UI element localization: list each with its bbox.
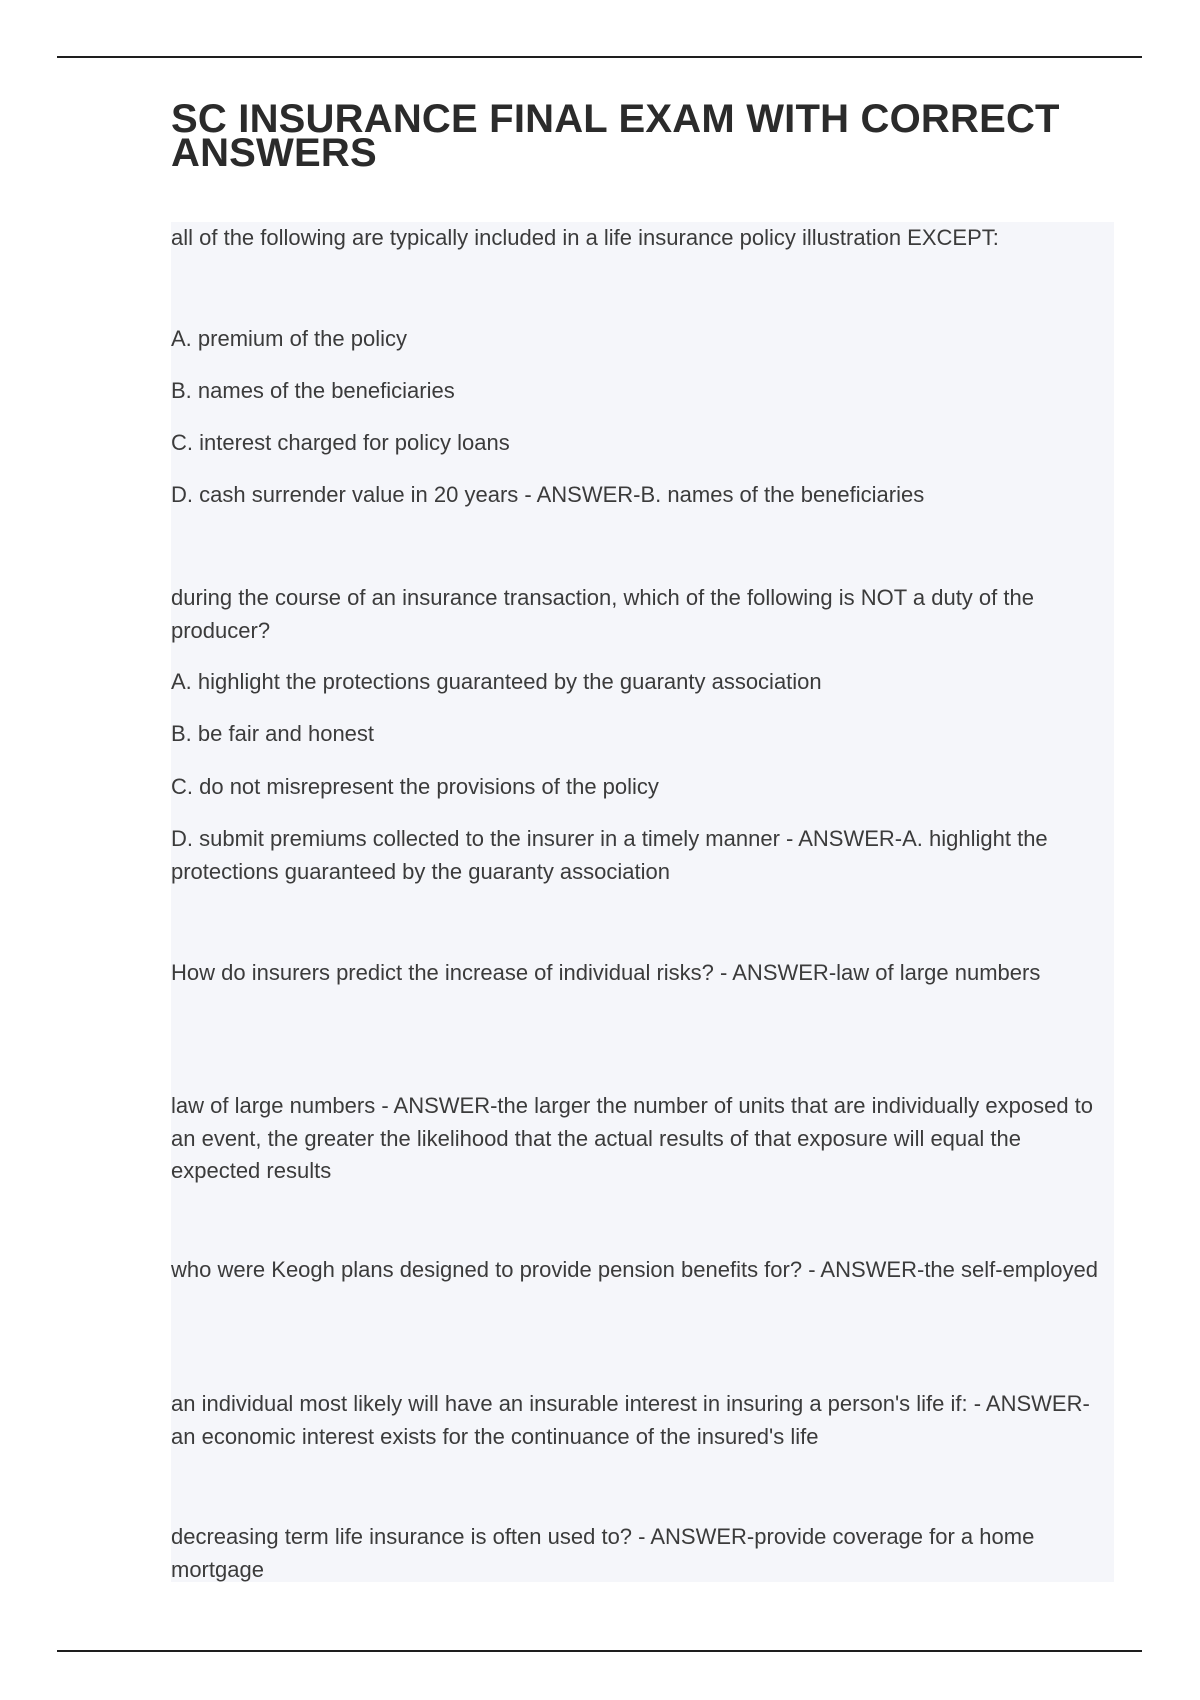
question-answer: law of large numbers - ANSWER-the larger the number of units that are individually exposed to an event, the greater the likelihood that the actual results of that exposure will equal the expected results: [171, 1093, 1094, 1183]
answer-option: B. names of the beneficiaries: [171, 378, 455, 403]
answer-option: B. be fair and honest: [171, 721, 375, 746]
answer-option: A. highlight the protections guaranteed by the guaranty association: [171, 669, 822, 694]
document-title: SC INSURANCE FINAL EXAM WITH CORRECT ANSWERS: [171, 97, 1060, 175]
bottom-rule: [57, 1650, 1142, 1652]
answer-option: D. submit premiums collected to the insurer in a timely manner - ANSWER-A. highlight the protections guaranteed by the guaranty association: [171, 826, 1048, 884]
answer-option: A. premium of the policy: [171, 326, 407, 351]
question-answer: who were Keogh plans designed to provide pension benefits for? - ANSWER-the self-employed: [171, 1257, 1098, 1282]
question-stem: all of the following are typically included in a life insurance policy illustration EXCEPT:: [171, 225, 999, 250]
answer-option: C. interest charged for policy loans: [171, 430, 510, 455]
question-stem: during the course of an insurance transaction, which of the following is NOT a duty of the producer?: [171, 585, 1034, 643]
answer-option: D. cash surrender value in 20 years - ANSWER-B. names of the beneficiaries: [171, 482, 925, 507]
answer-option: C. do not misrepresent the provisions of the policy: [171, 774, 659, 799]
question-answer: decreasing term life insurance is often used to? - ANSWER-provide coverage for a home mortgage: [171, 1524, 1035, 1582]
top-rule: [57, 56, 1142, 58]
question-answer: How do insurers predict the increase of individual risks? - ANSWER-law of large numbers: [171, 960, 1041, 985]
qa-content: [171, 222, 1114, 1582]
question-answer: an individual most likely will have an insurable interest in insuring a person's life if: - ANSWER-an economic interest exists for the continuance of the insured's life: [171, 1391, 1090, 1449]
